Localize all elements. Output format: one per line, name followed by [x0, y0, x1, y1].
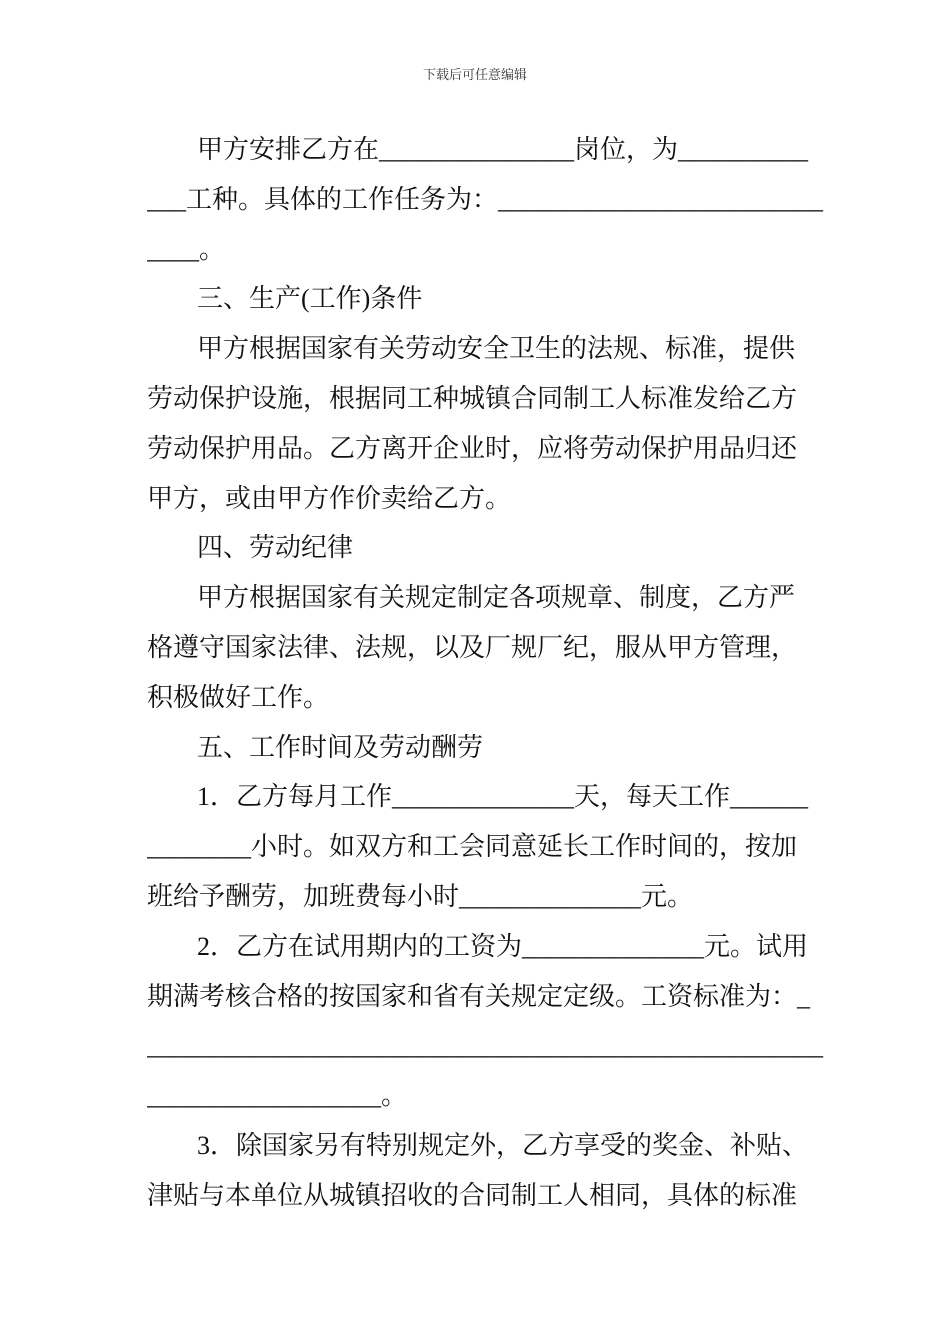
section-heading-working-conditions: 三、生产(工作)条件: [197, 284, 423, 314]
job-position-line: 甲方安排乙方在_______________岗位，为__________: [197, 135, 809, 164]
clause-3-line: 3．除国家另有特别规定外，乙方享受的奖金、补贴、: [197, 1130, 809, 1160]
wage-standard-blank-line: ____________________________________________________: [147, 1031, 823, 1061]
job-task-line-end: ____。: [147, 234, 226, 264]
clause-1-line: ________小时。如双方和工会同意延长工作时间的，按加: [147, 832, 798, 862]
clause-2-line: 2．乙方在试用期内的工资为______________元。试用: [197, 931, 809, 961]
wage-standard-blank-line-end: __________________。: [147, 1081, 408, 1111]
download-note: 下载后可任意编辑: [422, 67, 527, 82]
paragraph-line: 格遵守国家法律、法规，以及厂规厂纪，服从甲方管理，: [147, 632, 798, 662]
section-heading-labor-discipline: 四、劳动纪律: [197, 533, 354, 563]
clause-2-line: 期满考核合格的按国家和省有关规定定级。工资标准为：_: [147, 981, 811, 1011]
job-task-line: ___工种。具体的工作任务为：_________________________: [147, 184, 824, 214]
contract-body: [147, 125, 907, 1221]
clause-3-line: 津贴与本单位从城镇招收的合同制工人相同，具体的标准: [147, 1180, 798, 1210]
paragraph-line: 劳动保护设施，根据同工种城镇合同制工人标准发给乙方: [147, 383, 798, 413]
paragraph-line: 劳动保护用品。乙方离开企业时，应将劳动保护用品归还: [147, 433, 798, 463]
paragraph-line: 甲方根据国家有关劳动安全卫生的法规、标准，提供: [197, 334, 796, 364]
paragraph-line: 积极做好工作。: [147, 682, 330, 712]
clause-1-line: 1．乙方每月工作______________天，每天工作______: [197, 782, 809, 812]
section-heading-working-hours-pay: 五、工作时间及劳动酬劳: [197, 732, 484, 762]
clause-1-line: 班给予酬劳，加班费每小时______________元。: [147, 881, 694, 911]
paragraph-line: 甲方，或由甲方作价卖给乙方。: [147, 483, 512, 513]
paragraph-line: 甲方根据国家有关规定制定各项规章、制度，乙方严: [197, 583, 796, 613]
